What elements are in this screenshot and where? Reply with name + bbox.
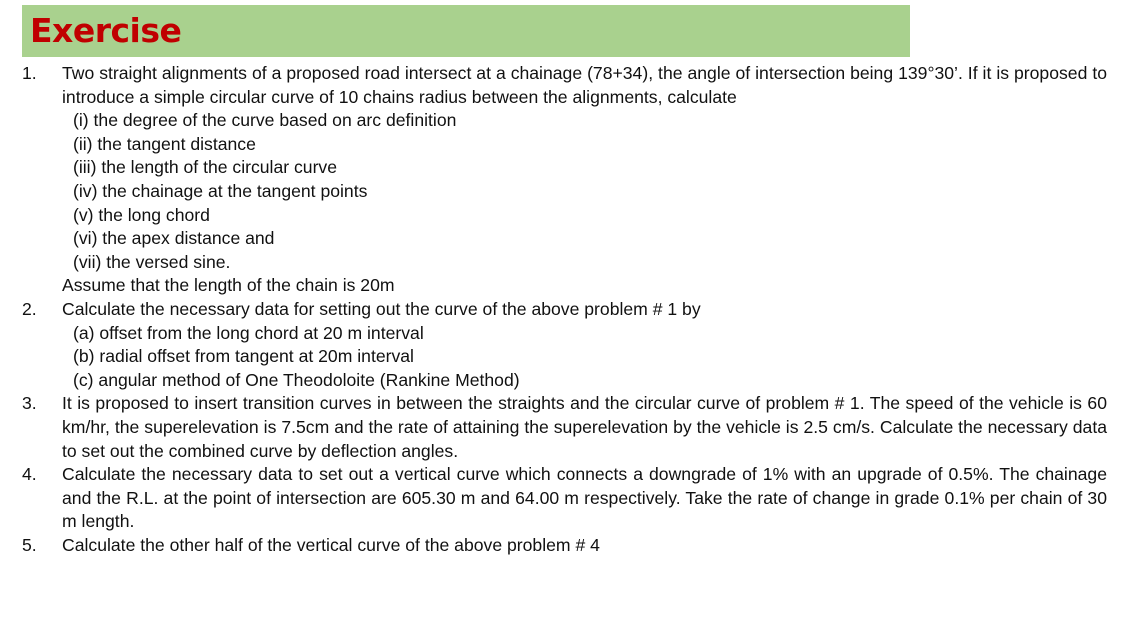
exercise-note: Assume that the length of the chain is 20m <box>62 275 395 296</box>
title-bar <box>22 5 910 57</box>
sub-question: (c) angular method of One Theodoloite (Rankine Method) <box>73 369 520 390</box>
exercise-item-4 <box>0 463 1147 534</box>
exercise-text: Two straight alignments of a proposed road intersect at a chainage (78+34), the angle of intersection being 139°30’. If it is proposed to introduce a simple circular curve of 10 chains radius between the alignments, calculate <box>62 63 1107 107</box>
exercise-text: Calculate the necessary data to set out a vertical curve which connects a downgrade of 1% with an upgrade of 0.5%. The chainage and the R.L. at the point of intersection are 605.30 m and 64.00 m respectively. Take the rate of change in grade 0.1% per chain of 30 m length. <box>62 464 1107 532</box>
sub-question: (i) the degree of the curve based on arc definition <box>73 110 457 131</box>
sub-question: (b) radial offset from tangent at 20m interval <box>73 346 414 367</box>
exercise-number: 3. <box>22 393 37 414</box>
exercise-number: 2. <box>22 298 37 319</box>
exercise-number: 1. <box>22 63 37 83</box>
sub-question: (iv) the chainage at the tangent points <box>73 180 368 201</box>
exercise-text: It is proposed to insert transition curves in between the straights and the circular curve of problem # 1. The speed of the vehicle is 60 km/hr, the superelevation is 7.5cm and the rate of attaining the superelevation by the vehicle is 2.5 cm/s. Calculate the necessary data to set out the combined curve by deflection angles. <box>62 393 1107 461</box>
sub-question: (ii) the tangent distance <box>73 133 256 154</box>
exercise-item-2 <box>0 298 1147 392</box>
exercise-text: Calculate the necessary data for setting out the curve of the above problem # 1 by <box>62 298 701 319</box>
exercise-number: 5. <box>22 534 37 555</box>
exercise-list <box>0 62 1147 557</box>
exercise-item-5 <box>0 534 1147 558</box>
sub-question: (vii) the versed sine. <box>73 251 231 272</box>
page-title: Exercise <box>30 11 182 50</box>
exercise-item-3 <box>0 392 1147 463</box>
sub-question: (a) offset from the long chord at 20 m interval <box>73 322 424 343</box>
exercise-item-1 <box>0 62 1147 298</box>
sub-question: (v) the long chord <box>73 204 210 225</box>
exercise-number: 4. <box>22 464 37 485</box>
sub-question: (vi) the apex distance and <box>73 228 275 249</box>
exercise-text: Calculate the other half of the vertical curve of the above problem # 4 <box>62 534 600 555</box>
sub-question: (iii) the length of the circular curve <box>73 157 338 178</box>
